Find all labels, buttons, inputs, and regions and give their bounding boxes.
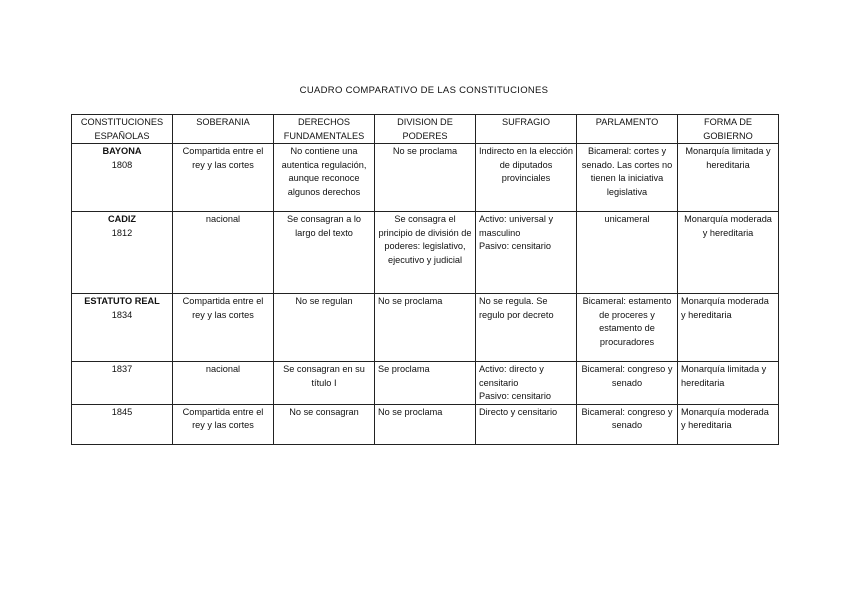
division-cell: Se proclama [375,362,476,405]
constitution-cell [72,144,173,212]
gobierno-cell: Monarquía limitada y hereditaria [678,144,779,212]
parlamento-cell: Bicameral: congreso y senado [577,362,678,405]
header-sufragio: SUFRAGIO [476,115,577,144]
constitution-year: 1837 [111,364,133,374]
division-cell: No se proclama [375,144,476,212]
constitution-name: CADIZ [107,214,137,224]
derechos-cell: No se consagran [274,404,375,444]
soberania-cell: Compartida entre el rey y las cortes [173,404,274,444]
division-cell: Se consagra el principio de división de poderes: legislativo, ejecutivo y judicial [375,212,476,294]
division-cell: No se proclama [375,404,476,444]
document-title: CUADRO COMPARATIVO DE LAS CONSTITUCIONES [299,85,549,96]
header-soberania: SOBERANIA [173,115,274,144]
sufragio-cell: Activo: universal y masculino Pasivo: censitario [476,212,577,294]
soberania-cell: Compartida entre el rey y las cortes [173,144,274,212]
gobierno-cell: Monarquía moderada y hereditaria [678,212,779,294]
constitution-year: 1845 [111,406,133,417]
soberania-cell: Compartida entre el rey y las cortes [173,294,274,362]
derechos-cell: No se regulan [274,294,375,362]
constitution-year: 1812 [111,227,133,238]
table-row [72,294,779,362]
soberania-cell: nacional [173,362,274,405]
parlamento-cell: unicameral [577,212,678,294]
header-derechos: DERECHOS FUNDAMENTALES [274,115,375,144]
derechos-cell: Se consagran en su título I [274,362,375,405]
header-parlamento: PARLAMENTO [577,115,678,144]
derechos-cell: No contiene una autentica regulación, aunque reconoce algunos derechos [274,144,375,212]
table-row [72,362,779,405]
parlamento-cell: Bicameral: estamento de proceres y estamento de procuradores [577,294,678,362]
constitution-year: 1834 [111,309,133,320]
gobierno-cell: Monarquía limitada y hereditaria [678,362,779,405]
constitution-name: ESTATUTO REAL [84,296,160,306]
constitution-name: BAYONA [102,146,142,156]
division-cell: No se proclama [375,294,476,362]
constitution-cell [72,294,173,362]
sufragio-cell: Activo: directo y censitario Pasivo: censitario [476,362,577,405]
table-row [72,212,779,294]
sufragio-cell: No se regula. Se regulo por decreto [476,294,577,362]
gobierno-cell: Monarquía moderada y hereditaria [678,404,779,444]
sufragio-cell: Indirecto en la elección de diputados provinciales [476,144,577,212]
table-row [72,404,779,444]
soberania-cell: nacional [173,212,274,294]
comparison-table [71,114,779,445]
table-row [72,144,779,212]
parlamento-cell: Bicameral: cortes y senado. Las cortes no tienen la iniciativa legislativa [577,144,678,212]
constitution-year: 1808 [111,159,133,170]
header-constituciones: CONSTITUCIONES ESPAÑOLAS [72,115,173,144]
constitution-cell [72,404,173,444]
gobierno-cell: Monarquía moderada y hereditaria [678,294,779,362]
constitution-cell [72,362,173,405]
parlamento-cell: Bicameral: congreso y senado [577,404,678,444]
derechos-cell: Se consagran a lo largo del texto [274,212,375,294]
constitution-cell [72,212,173,294]
header-row [72,115,779,144]
header-division: DIVISION DE PODERES [375,115,476,144]
sufragio-cell: Directo y censitario [476,404,577,444]
header-gobierno: FORMA DE GOBIERNO [678,115,779,144]
